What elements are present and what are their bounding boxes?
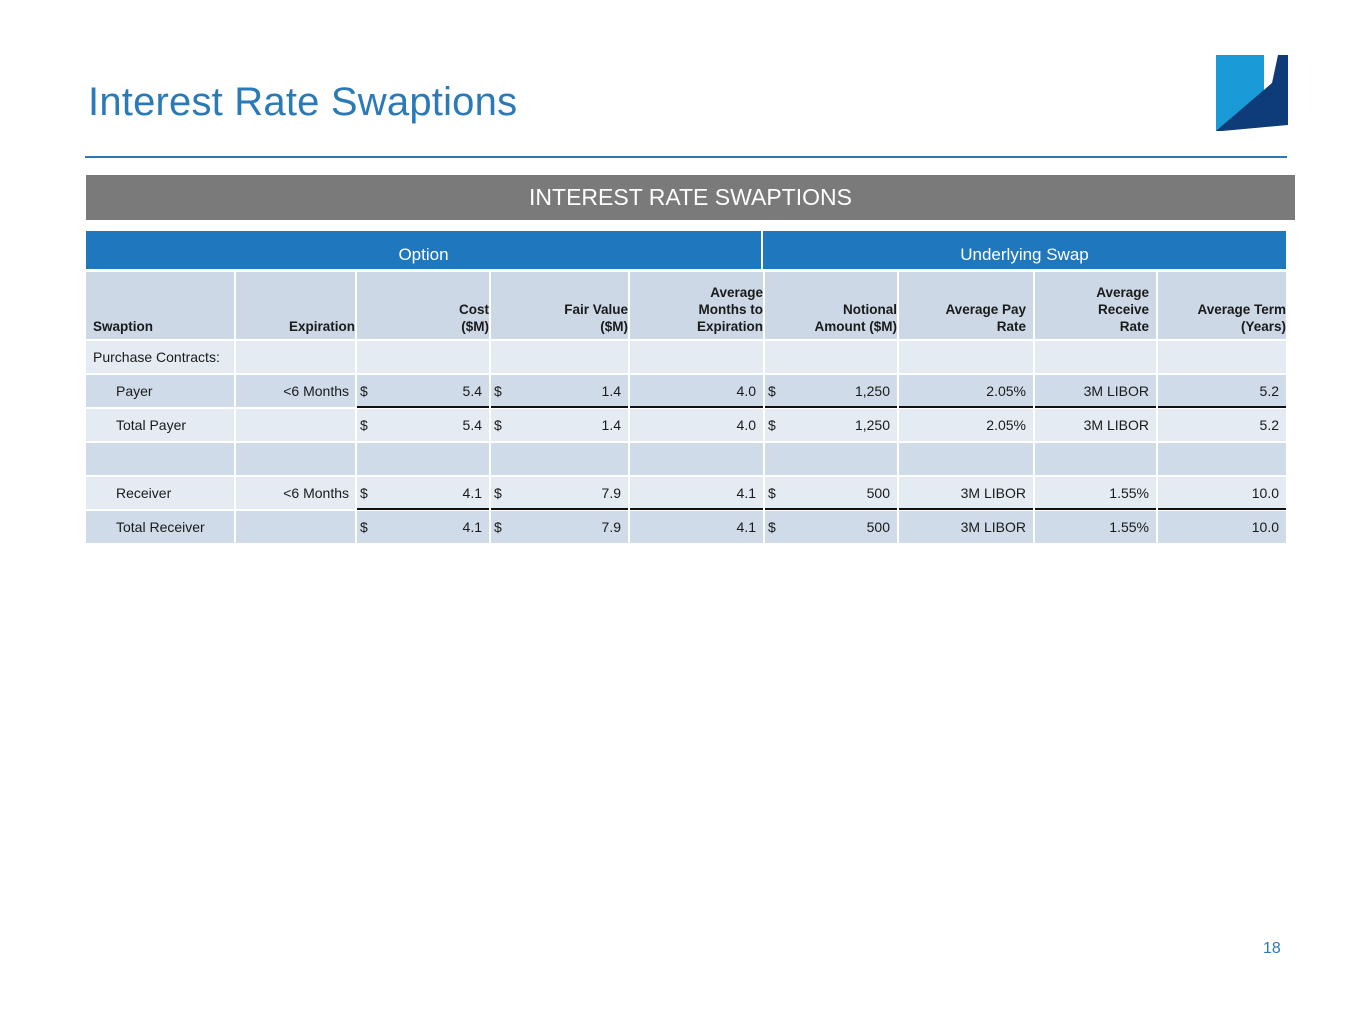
pay-rate-cell: 2.05% [899,409,1033,441]
receive-rate-cell: 3M LIBOR [1035,409,1156,441]
cost-cell: $ 5.4 [357,375,489,407]
pay-rate-cell: 3M LIBOR [899,477,1033,509]
notional-cell: $ 500 [765,477,897,509]
header-avg-months: Average Months to Expiration [630,272,763,339]
swaptions-table [86,231,1286,543]
header-cost: Cost ($M) [357,272,489,339]
row-label: Receiver [86,477,234,509]
fair-value-cell: $ 1.4 [491,409,628,441]
receive-rate-cell: 1.55% [1035,477,1156,509]
table-row-payer [86,375,1286,407]
fair-value-cell: $ 7.9 [491,511,628,543]
receive-rate-cell: 3M LIBOR [1035,375,1156,407]
header-avg-term: Average Term (Years) [1158,272,1286,339]
pay-rate-cell: 3M LIBOR [899,511,1033,543]
group-underlying-swap: Underlying Swap [763,231,1286,269]
months-cell: 4.1 [630,477,763,509]
months-cell: 4.1 [630,511,763,543]
row-label: Total Payer [86,409,234,441]
company-logo-icon [1216,55,1288,131]
table-row-total-payer [86,409,1286,441]
term-cell: 5.2 [1158,375,1286,407]
header-expiration: Expiration [236,272,355,339]
months-cell: 4.0 [630,375,763,407]
pay-rate-cell: 2.05% [899,375,1033,407]
header-avg-receive-rate: Average Receive Rate [1035,272,1156,339]
receive-rate-cell: 1.55% [1035,511,1156,543]
expiration-cell: <6 Months [236,375,355,407]
header-avg-pay-rate: Average Pay Rate [899,272,1033,339]
header-notional: Notional Amount ($M) [765,272,897,339]
months-cell: 4.0 [630,409,763,441]
column-header-row [86,272,1286,339]
notional-cell: $ 1,250 [765,409,897,441]
term-cell: 10.0 [1158,477,1286,509]
table-row-receiver [86,477,1286,509]
table-row-total-receiver [86,511,1286,543]
term-cell: 10.0 [1158,511,1286,543]
page-number: 18 [1263,940,1281,957]
row-label: Payer [86,375,234,407]
row-label: Total Receiver [86,511,234,543]
header-swaption: Swaption [86,272,234,339]
cost-cell: $ 4.1 [357,477,489,509]
term-cell: 5.2 [1158,409,1286,441]
section-label: Purchase Contracts: [86,341,234,373]
title-divider [85,156,1287,158]
table-row-spacer [86,443,1286,475]
notional-cell: $ 500 [765,511,897,543]
group-option: Option [86,231,761,269]
fair-value-cell: $ 1.4 [491,375,628,407]
group-header-row [86,231,1286,269]
expiration-cell: <6 Months [236,477,355,509]
table-row-section [86,341,1286,373]
cost-cell: $ 4.1 [357,511,489,543]
page-title: Interest Rate Swaptions [88,80,518,124]
cost-cell: $ 5.4 [357,409,489,441]
notional-cell: $ 1,250 [765,375,897,407]
fair-value-cell: $ 7.9 [491,477,628,509]
header-fair-value: Fair Value ($M) [491,272,628,339]
table-banner: INTEREST RATE SWAPTIONS [86,175,1295,220]
